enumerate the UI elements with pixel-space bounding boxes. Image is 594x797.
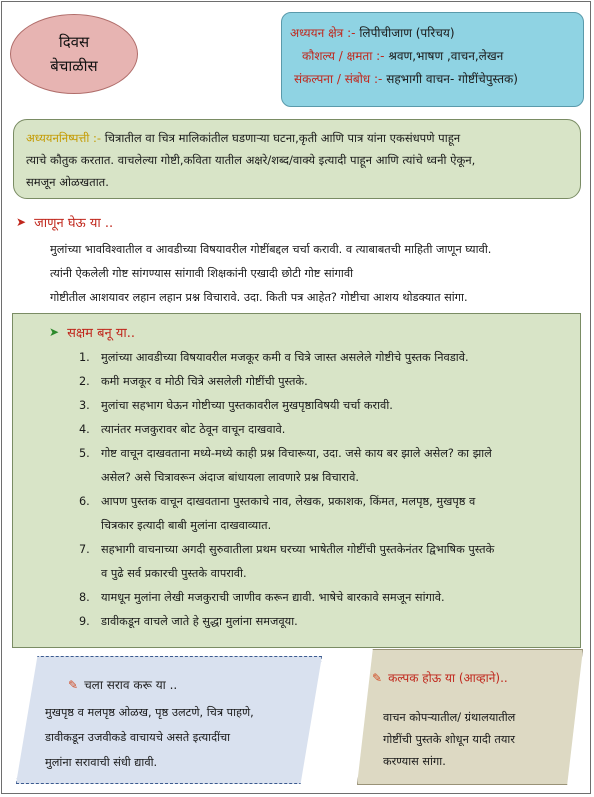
- day-oval: [10, 14, 138, 94]
- arrow-bullet-icon: ➤: [49, 325, 60, 339]
- list-text: असेल? असे चित्रावरून अंदाज बांधायला लावणारे प्रश्न विचारावे.: [101, 471, 359, 484]
- challenge-line: वाचन कोपऱ्यातील/ ग्रंथालयातील: [383, 711, 516, 724]
- list-number: 1.: [79, 351, 90, 364]
- list-text: कमी मजकूर व मोठी चित्रे असलेली गोष्टींची पुस्तके.: [101, 375, 308, 388]
- challenge-line: करण्यास सांगा.: [383, 755, 446, 768]
- list-text: आपण पुस्तक वाचून दाखवताना पुस्तकाचे नाव, लेखक, प्रकाशक, किंमत, मलपृष्ठ, मुखपृष्ठ व: [101, 495, 476, 508]
- list-number: [79, 514, 101, 538]
- learning-area-label: अध्ययन क्षेत्र :-: [290, 26, 356, 40]
- know-section-heading: [16, 213, 113, 231]
- list-text: मुलांचा सहभाग घेऊन गोष्टीच्या पुस्तकावरील मुखपृष्ठाविषयी चर्चा करावी.: [101, 399, 393, 412]
- list-number: 6.: [79, 495, 90, 508]
- list-text: गोष्ट वाचून दाखवताना मध्ये-मध्ये काही प्रश्न विचारूया, उदा. जसे काय बर झाले असेल? का झाले: [101, 447, 492, 460]
- practice-text: [45, 700, 307, 775]
- outcome-line-1: [26, 127, 568, 149]
- info-box: [281, 12, 584, 107]
- list-text: व पुढे सर्व प्रकारची पुस्तके वापरावी.: [101, 567, 247, 580]
- outcome-label: अध्ययननिष्पत्ती :-: [26, 131, 102, 145]
- capable-numbered-list: [79, 346, 574, 634]
- arrow-bullet-icon: ➤: [16, 215, 27, 229]
- learning-outcome-box: [13, 119, 581, 199]
- challenge-text: [383, 707, 561, 773]
- list-item: [79, 466, 574, 490]
- pencil-icon: ✎: [372, 670, 383, 685]
- list-number: 8.: [79, 591, 90, 604]
- capable-section-box: [12, 313, 581, 648]
- list-text: मुलांच्या आवडीच्या विषयावरील मजकूर कमी व चित्रे जास्त असलेले गोष्टीचे पुस्तक निवडावे.: [101, 351, 469, 364]
- concept-label: संकल्पना / संबोध :-: [294, 72, 383, 86]
- practice-heading-text: चला सराव करू या ..: [84, 678, 178, 692]
- list-text: चित्रकार इत्यादी बाबी मुलांना दाखवाव्यात.: [101, 519, 272, 532]
- know-line: मुलांच्या भावविश्वातील व आवडीच्या विषयावरील गोष्टींबद्दल चर्चा करावी. व त्याबाबतची माहिती जाणून घ्यावी.: [50, 243, 492, 256]
- list-text: यामधून मुलांना लेखी मजकुराची जाणीव करून द्यावी. भाषेचे बारकावे समजून सांगावे.: [101, 591, 445, 604]
- know-heading-text: जाणून घेऊ या ..: [34, 216, 114, 231]
- outcome-text-1: चित्रातील वा चित्र मालिकांतील घडणाऱ्या घटना,कृती आणि पात्र यांना एकसंधपणे पाहून: [104, 131, 461, 145]
- list-text: सहभागी वाचनाच्या अगदी सुरुवातीला प्रथम घरच्या भाषेतील गोष्टींची पुस्तकेनंतर द्विभाषिक पुस्तके: [101, 543, 495, 556]
- list-item: [79, 394, 574, 418]
- skill-label: कौशल्य / क्षमता :-: [302, 49, 385, 63]
- list-item: [79, 490, 574, 514]
- list-item: [79, 586, 574, 610]
- list-number: 7.: [79, 543, 90, 556]
- know-line: त्यांनी ऐकलेली गोष्ट सांगण्यास सांगावी शिक्षकांनी एखादी छोटी गोष्ट सांगावी: [50, 267, 354, 280]
- skill-row: [290, 45, 575, 68]
- list-number: 4.: [79, 423, 90, 436]
- list-item: [79, 514, 574, 538]
- list-number: 2.: [79, 375, 90, 388]
- list-number: 5.: [79, 447, 90, 460]
- skill-value: श्रवण,भाषण ,वाचन,लेखन: [388, 49, 504, 63]
- list-text: त्यानंतर मजकुरावर बोट ठेवून वाचून दाखवावे.: [101, 423, 286, 436]
- concept-row: [290, 68, 575, 91]
- outcome-text-3: समजून ओळखतात.: [26, 175, 109, 189]
- list-item: [79, 346, 574, 370]
- list-item: [79, 442, 574, 466]
- capable-heading-text: सक्षम बनू या..: [67, 326, 136, 341]
- know-section-text: [50, 238, 590, 310]
- pencil-icon: ✎: [68, 677, 79, 692]
- day-label: दिवस: [58, 33, 90, 51]
- list-item: [79, 418, 574, 442]
- capable-section-heading: [49, 323, 135, 341]
- list-number: 9.: [79, 615, 90, 628]
- challenge-line: गोष्टींची पुस्तके शोधून यादी तयार: [383, 733, 515, 746]
- challenge-heading-text: कल्पक होऊ या (आव्हाने)..: [388, 671, 508, 685]
- list-text: डावीकडून वाचले जाते हे सुद्धा मुलांना समजवूया.: [101, 615, 298, 628]
- practice-line: मुखपृष्ठ व मलपृष्ठ ओळख, पृष्ठ उलटणे, चित्र पाहणे,: [45, 706, 254, 719]
- list-number: 3.: [79, 399, 90, 412]
- concept-value: सहभागी वाचन- गोष्टींचेपुस्तक): [386, 72, 518, 86]
- learning-area-row: [290, 22, 575, 45]
- practice-line: मुलांना सरावाची संधी द्यावी.: [45, 756, 158, 769]
- practice-heading: [68, 676, 177, 693]
- outcome-text-2: त्याचे कौतुक करतात. वाचलेल्या गोष्टी,कविता यातील अक्षरे/शब्द/वाक्ये इत्यादी पाहून आणि त्यांचे ध्वनी ऐकून,: [26, 153, 476, 167]
- day-number: बेचाळीस: [50, 57, 98, 75]
- list-item: [79, 370, 574, 394]
- list-number: [79, 466, 101, 490]
- know-line: गोष्टीतील आशयावर लहान लहान प्रश्न विचारावे. उदा. किती पत्र आहेत? गोष्टीचा आशय थोडक्यात सांगा.: [50, 291, 468, 304]
- practice-line: डावीकडून उजवीकडे वाचायचे असते इत्यादींचा: [45, 731, 231, 744]
- list-item: [79, 538, 574, 562]
- learning-area-value: लिपीचीजाण (परिचय): [359, 26, 455, 40]
- list-item: [79, 562, 574, 586]
- challenge-heading: [372, 669, 508, 686]
- list-item: [79, 610, 574, 634]
- list-number: [79, 562, 101, 586]
